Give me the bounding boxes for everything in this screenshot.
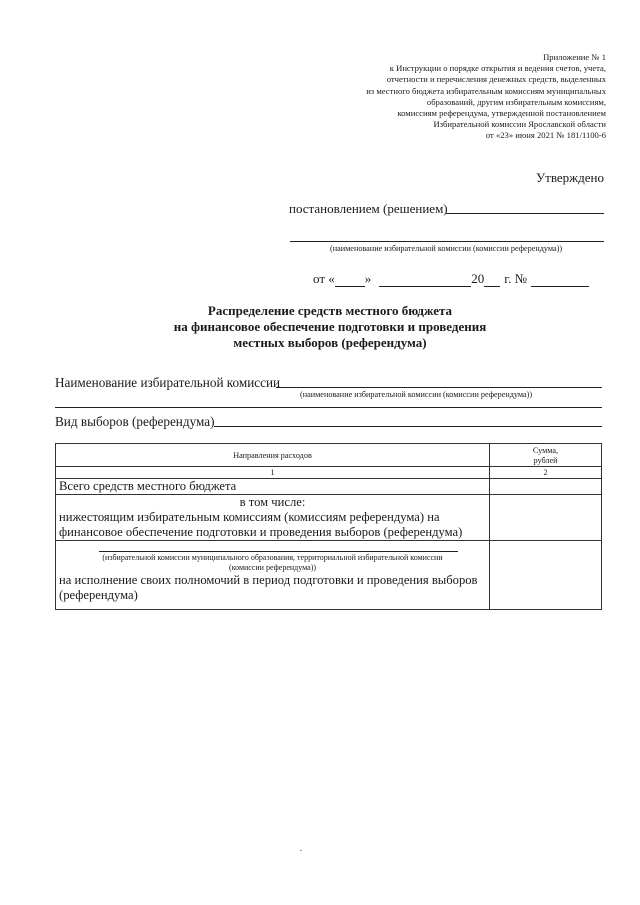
table-row (56, 495, 602, 541)
own-commission-caption (59, 553, 486, 573)
day-blank[interactable] (335, 274, 365, 287)
year-blank[interactable] (484, 274, 500, 287)
decree-label: постановлением (решением) (289, 201, 448, 216)
election-type-label: Вид выборов (референдума) (55, 414, 215, 429)
table-row (56, 541, 602, 610)
date-mid: » (364, 271, 372, 286)
commission-name-blank[interactable] (99, 551, 458, 552)
decree-blank-line[interactable] (446, 213, 604, 214)
lower-commissions-cell (56, 495, 490, 541)
number-blank[interactable] (531, 274, 589, 287)
own-caption-line: (избирательной комиссии муниципального образования, территориальной избирательной комиссии (102, 553, 443, 562)
header-sum-line: рублей (533, 456, 558, 465)
appendix-line: к Инструкции о порядке открытия и ведения счетов, учета, (389, 63, 606, 74)
lower-commissions-text: нижестоящим избирательным комиссиям (комиссиям референдума) на финансовое обеспечение подготовки и проведения выборов (референдума) (59, 510, 463, 539)
title-line: местных выборов (референдума) (233, 335, 427, 350)
election-type-field[interactable] (214, 426, 602, 427)
commission-caption: (наименование избирательной комиссии (комиссии референдума)) (330, 244, 563, 253)
column-number-1: 1 (56, 467, 490, 479)
date-line (313, 271, 589, 287)
appendix-block (306, 52, 606, 142)
appendix-line: образований, другим избирательным комиссиям, (426, 96, 606, 107)
commission-name-label: Наименование избирательной комиссии (55, 375, 281, 390)
title-line: Распределение средств местного бюджета (207, 303, 453, 318)
year-prefix: 20 (471, 271, 485, 286)
commission-blank-line[interactable] (290, 241, 604, 242)
header-sum (490, 444, 602, 467)
including-label: в том числе: (239, 495, 306, 509)
appendix-line: отчетности и перечисления денежных средств, выделенных (386, 74, 606, 85)
scan-speck (300, 850, 302, 851)
appendix-line: от «23» июня 2021 № 181/1100-6 (485, 130, 606, 141)
approved-heading: Утверждено (535, 170, 604, 185)
table-header-row (56, 444, 602, 467)
total-budget-cell: Всего средств местного бюджета (56, 479, 490, 495)
header-sum-line: Сумма, (532, 446, 559, 455)
column-number-2: 2 (490, 467, 602, 479)
commission-name-caption: (наименование избирательной комиссии (комиссии референдума)) (300, 390, 533, 399)
title-line: на финансовое обеспечение подготовки и проведения (173, 319, 487, 334)
number-label: г. № (504, 271, 528, 286)
header-directions: Направления расходов (56, 444, 490, 467)
appendix-line: Приложение № 1 (543, 52, 606, 62)
own-powers-text: на исполнение своих полномочий в период подготовки и проведения выборов (референдума) (59, 573, 478, 602)
lower-commissions-amount[interactable] (490, 495, 602, 541)
own-powers-cell (56, 541, 490, 610)
own-caption-line: (комиссии референдума)) (228, 563, 317, 572)
commission-name-field-continued[interactable] (55, 407, 602, 408)
month-blank[interactable] (379, 274, 471, 287)
appendix-line: комиссиям референдума, утвержденной постановлением (397, 108, 606, 119)
table-row (56, 479, 602, 495)
commission-name-field[interactable] (276, 387, 602, 388)
date-prefix: от « (313, 271, 335, 286)
expenses-table (55, 443, 602, 610)
appendix-line: из местного бюджета избирательным комиссиям муниципальных (366, 85, 606, 96)
table-number-row (56, 467, 602, 479)
document-title (120, 303, 540, 351)
appendix-line: Избирательной комиссии Ярославской области (433, 119, 606, 130)
own-powers-amount[interactable] (490, 541, 602, 610)
total-budget-amount[interactable] (490, 479, 602, 495)
